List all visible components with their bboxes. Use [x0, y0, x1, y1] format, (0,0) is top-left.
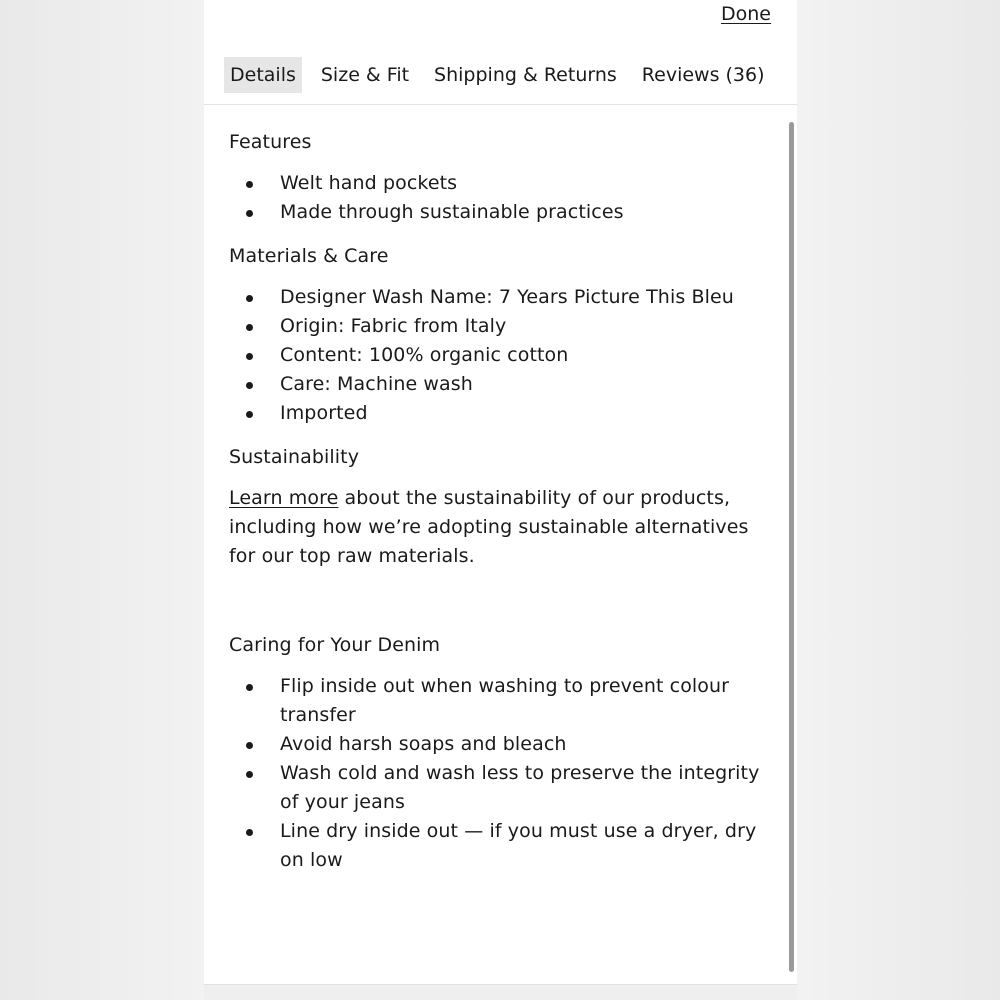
list-item: [229, 283, 777, 312]
background-left: [0, 0, 204, 1000]
learn-more-link[interactable]: Learn more: [229, 487, 339, 509]
list-item-text: Origin: Fabric from Italy: [280, 315, 507, 337]
bullet-icon: [246, 411, 253, 418]
list-item: [229, 730, 777, 759]
spacer: [229, 571, 777, 631]
sustainability-paragraph: [229, 484, 777, 571]
bullet-icon: [246, 324, 253, 331]
scrollbar[interactable]: [789, 122, 794, 972]
list-item: [229, 672, 777, 730]
bullet-icon: [246, 353, 253, 360]
bullet-icon: [246, 742, 253, 749]
list-item-text: Care: Machine wash: [280, 373, 473, 395]
list-item: [229, 169, 777, 198]
bullet-icon: [246, 181, 253, 188]
tabs-divider: [204, 104, 797, 105]
sustainability-heading: Sustainability: [229, 446, 360, 468]
list-item: [229, 370, 777, 399]
list-item: [229, 341, 777, 370]
list-item: [229, 759, 777, 817]
bullet-icon: [246, 829, 253, 836]
bullet-icon: [246, 771, 253, 778]
details-sheet: [204, 0, 797, 984]
tab-details[interactable]: Details: [224, 57, 302, 93]
list-item-text: Avoid harsh soaps and bleach: [280, 733, 567, 755]
bullet-icon: [246, 382, 253, 389]
caring-heading: Caring for Your Denim: [229, 634, 441, 656]
materials-heading: Materials & Care: [229, 245, 389, 267]
details-content: [229, 128, 777, 890]
bullet-icon: [246, 684, 253, 691]
tab-size-fit[interactable]: Size & Fit: [320, 64, 410, 86]
list-item: [229, 399, 777, 428]
features-list: [229, 169, 777, 227]
list-item-text: Wash cold and wash less to preserve the integrity of your jeans: [280, 762, 760, 813]
materials-list: [229, 283, 777, 428]
list-item-text: Flip inside out when washing to prevent colour transfer: [280, 675, 730, 726]
sheet-bottom-border: [204, 984, 797, 985]
sustainability-text: about the sustainability of our products, including how we’re adopting sustainable alternatives for our top raw materials.: [229, 487, 749, 567]
background-right: [797, 0, 1000, 1000]
caring-list: [229, 672, 777, 875]
list-item-text: Welt hand pockets: [280, 172, 458, 194]
list-item: [229, 312, 777, 341]
bullet-icon: [246, 210, 253, 217]
list-item-text: Designer Wash Name: 7 Years Picture This Bleu: [280, 286, 734, 308]
tab-reviews[interactable]: Reviews (36): [641, 64, 765, 86]
done-button[interactable]: Done: [721, 3, 771, 25]
bullet-icon: [246, 295, 253, 302]
tab-bar: [224, 57, 784, 93]
list-item-text: Made through sustainable practices: [280, 201, 624, 223]
list-item: [229, 198, 777, 227]
list-item-text: Line dry inside out — if you must use a dryer, dry on low: [280, 820, 757, 871]
list-item: [229, 817, 777, 875]
list-item-text: Content: 100% organic cotton: [280, 344, 569, 366]
list-item-text: Imported: [280, 402, 368, 424]
tab-shipping-returns[interactable]: Shipping & Returns: [434, 64, 617, 86]
features-heading: Features: [229, 131, 312, 153]
